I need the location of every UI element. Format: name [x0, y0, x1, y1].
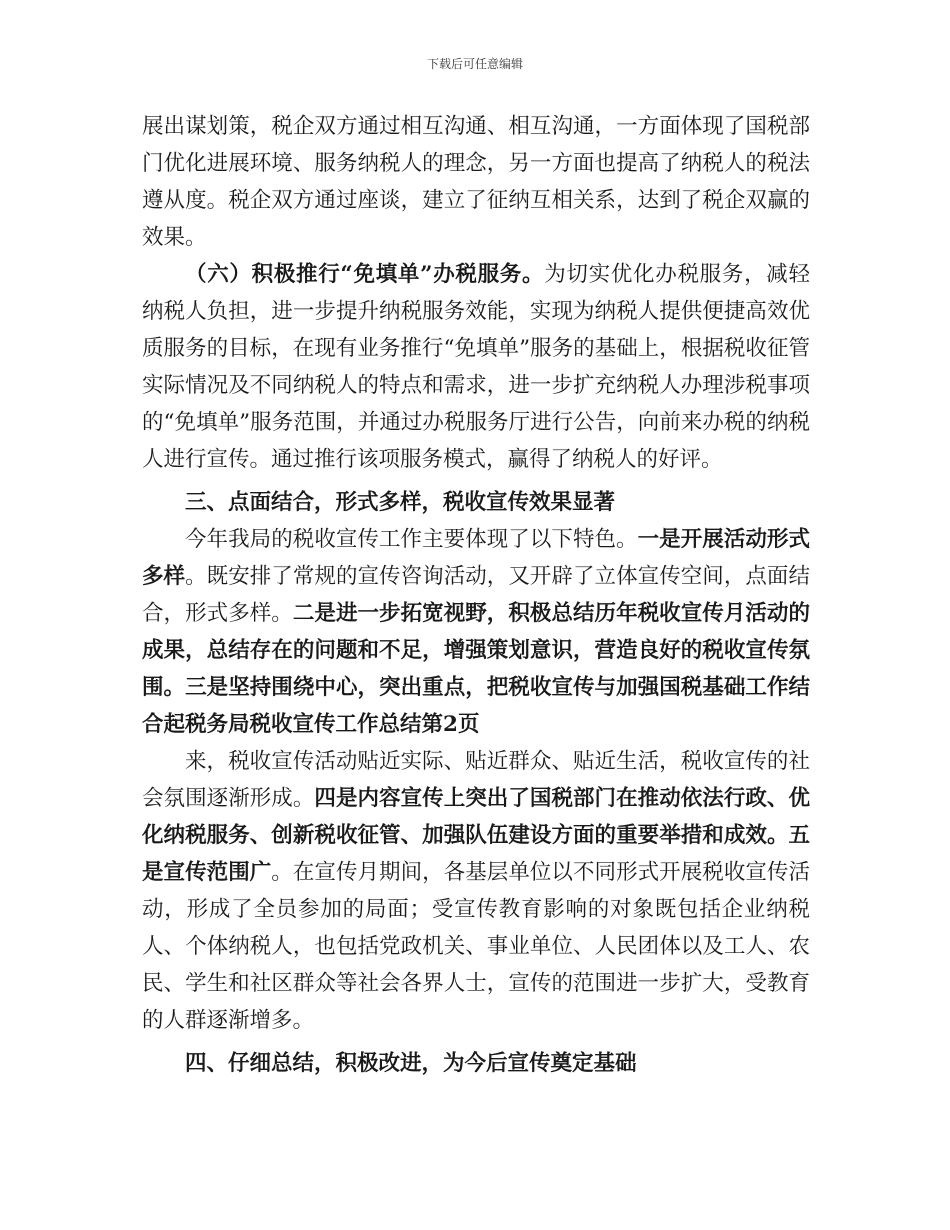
text-segment: 来，税收宣传活动贴近实际、贴近群众、贴近生活，税收宣传的社会氛围逐渐形成。: [142, 749, 810, 811]
body-paragraph: [142, 521, 810, 743]
bold-text-segment: 二是进一步拓宽视野，积极总结历年税收宣传月活动的成果，总结存在的问题和不足，增强策划意识，营造良好的税收宣传氛围。三是坚持围绕中心，突出重点，把税收宣传与加强国税基础工作结合起税务局税收宣传工作总结第2页: [142, 601, 810, 737]
bold-text-segment: 四、仔细总结，积极改进，为今后宣传奠定基础: [185, 1051, 637, 1076]
text-segment: 。在宣传月期间，各基层单位以不同形式开展税收宣传活动，形成了全员参加的局面；受宣传教育影响的对象既包括企业纳税人、个体纳税人，也包括党政机关、事业单位、人民团体以及工人、农民、学生和社区群众等社会各界人士，宣传的范围进一步扩大，受教育的人群逐渐增多。: [142, 860, 810, 1033]
bold-text-segment: 一是开展活动形式多样: [142, 527, 810, 589]
document-body: [142, 108, 810, 1082]
text-segment: 。既安排了常规的宣传咨询活动，又开辟了立体宣传空间，点面结合，形式多样。: [142, 564, 810, 626]
section-heading: [142, 1045, 810, 1082]
body-paragraph: [142, 256, 810, 478]
bold-text-segment: （六）积极推行“免填单”办税服务。: [185, 262, 545, 287]
page-header: 下载后可任意编辑: [426, 57, 523, 71]
text-segment: 为切实优化办税服务，减轻纳税人负担，进一步提升纳税服务效能，实现为纳税人提供便捷高效优质服务的目标，在现有业务推行“免填单”服务的基础上，根据税收征管实际情况及不同纳税人的特点和需求，进一步扩充纳税人办理涉税事项的“免填单”服务范围，并通过办税服务厅进行公告，向前来办税的纳税人进行宣传。通过推行该项服务模式，赢得了纳税人的好评。: [142, 262, 810, 472]
body-paragraph: [142, 108, 810, 256]
text-segment: 展出谋划策，税企双方通过相互沟通、相互沟通，一方面体现了国税部门优化进展环境、服务纳税人的理念，另一方面也提高了纳税人的税法遵从度。税企双方通过座谈，建立了征纳互相关系，达到了税企双赢的效果。: [142, 114, 810, 250]
bold-text-segment: 四是内容宣传上突出了国税部门在推动依法行政、优化纳税服务、创新税收征管、加强队伍建设方面的重要举措和成效。五是宣传范围广: [142, 786, 810, 885]
text-segment: 今年我局的税收宣传工作主要体现了以下特色。: [185, 527, 638, 552]
section-heading: [142, 484, 810, 521]
body-paragraph: [142, 743, 810, 1039]
bold-text-segment: 三、点面结合，形式多样，税收宣传效果显著: [185, 490, 616, 515]
